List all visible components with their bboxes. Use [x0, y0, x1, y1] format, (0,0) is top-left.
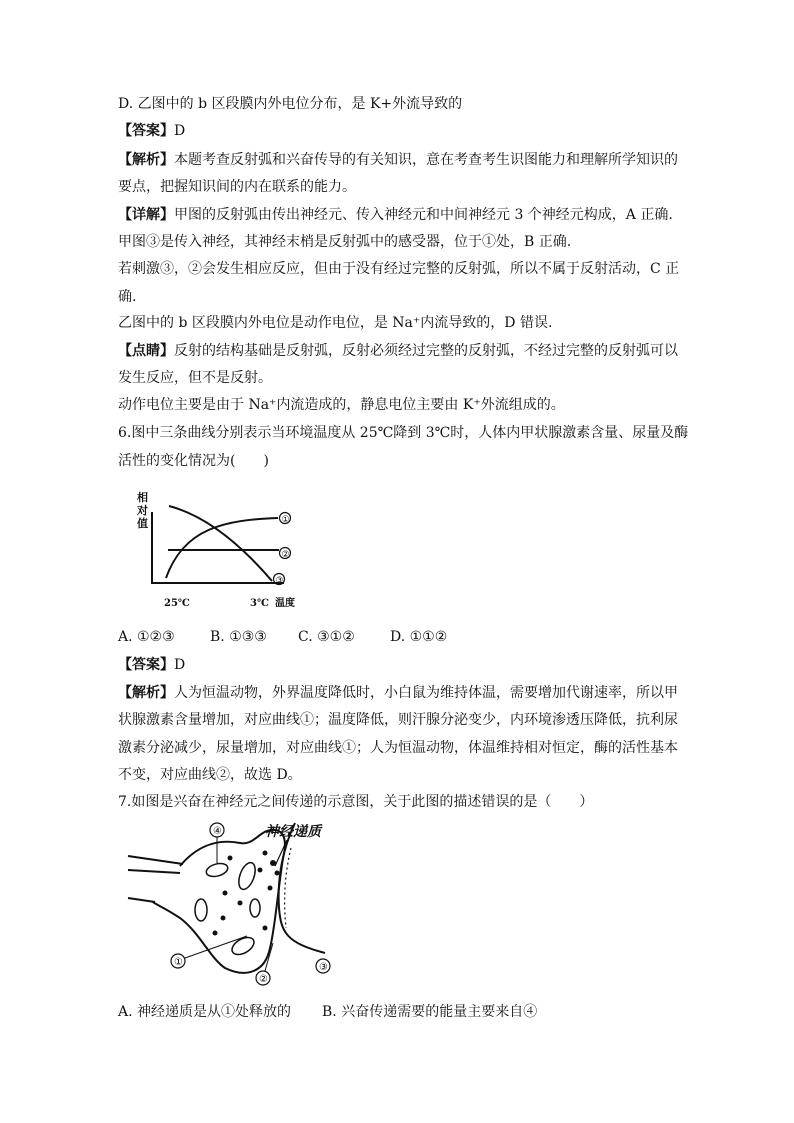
axon-lower: [128, 898, 155, 902]
mitochondrion: [195, 899, 207, 921]
axon-inner: [128, 870, 180, 873]
ylabel-char-2: 对: [137, 504, 148, 517]
q5-analysis-line-1: [118, 150, 678, 170]
analysis-tag: 【解析】: [118, 685, 174, 701]
q6-options: [118, 627, 447, 647]
q7-option-b: B. 兴奋传递需要的能量主要来自④: [322, 1004, 538, 1020]
ylabel-char-3: 值: [137, 517, 148, 530]
q7-option-a: A. 神经递质是从①处释放的: [118, 1004, 292, 1020]
neurotransmitter-title: 神经递质: [265, 824, 321, 840]
q6-analysis-line-3: 激素分泌减少，尿量增加，对应曲线①；人为恒温动物，体温维持相对恒定，酶的活性基本: [118, 740, 678, 756]
analysis-tag: 【解析】: [118, 152, 174, 168]
q6-analysis-line-4: 不变，对应曲线②，故选 D。: [118, 767, 302, 783]
q5-answer: [118, 121, 185, 141]
analysis-text: 人为恒温动物，外界温度降低时，小白鼠为维持体温，需要增加代谢速率，所以甲: [174, 685, 678, 701]
q6-option-b: B. ①③③: [210, 629, 267, 645]
curve-3-label: ③: [275, 576, 284, 586]
q5-point-line-3: 动作电位主要是由于 Na⁺内流造成的，静息电位主要由 K⁺外流组成的。: [118, 397, 565, 413]
q6-option-d: D. ①①②: [390, 629, 448, 645]
curve-3: [169, 506, 272, 581]
answer-tag: 【答案】: [118, 657, 174, 673]
point-text: 反射的结构基础是反射弧，反射必须经过完整的反射弧，不经过完整的反射弧可以: [174, 343, 678, 359]
q5-analysis-line-2: 要点，把握知识间的内在联系的能力。: [118, 179, 356, 195]
x-start-label: 25℃: [164, 598, 190, 609]
label-3: ③: [319, 962, 328, 973]
q6-option-a: A. ①②③: [118, 629, 175, 645]
q7-stem: 7.如图是兴奋在神经元之间传递的示意图，关于此图的描述错误的是（ ）: [118, 794, 594, 810]
mitochondrion: [250, 899, 260, 917]
q6-stem-line-2: 活性的变化情况为( ): [118, 453, 269, 469]
q5-detail-line-3: 若刺激③，②会发生相应反应，但由于没有经过完整的反射弧，所以不属于反射活动，C 正: [118, 261, 680, 277]
detail-text: 甲图的反射弧由传出神经元、传入神经元和中间神经元 3 个神经元构成，A 正确.: [174, 207, 673, 223]
detail-tag: 【详解】: [118, 207, 174, 223]
q5-point-line-2: 发生反应，但不是反射。: [118, 370, 272, 386]
curve-2-label: ②: [281, 550, 290, 560]
q7-synapse-figure: [125, 818, 345, 988]
answer-tag: 【答案】: [118, 123, 174, 139]
answer-value: D: [174, 657, 186, 673]
answer-value: D: [174, 123, 186, 139]
ylabel-char-1: 相: [137, 491, 148, 504]
analysis-text: 本题考查反射弧和兴奋传导的有关知识，意在考查考生识图能力和理解所学知识的: [174, 152, 678, 168]
label-1: ①: [174, 957, 183, 968]
x-unit-label: 温度: [275, 598, 295, 609]
curve-1-label: ①: [281, 515, 290, 525]
q5-detail-line-5: 乙图中的 b 区段膜内外电位是动作电位，是 Na⁺内流导致的，D 错误.: [118, 315, 553, 331]
x-end-label: 3℃: [250, 598, 269, 609]
q5-point-line-1: [118, 341, 678, 361]
q7-options: [118, 1002, 537, 1022]
label-2: ②: [259, 974, 268, 985]
q6-answer: [118, 655, 185, 675]
point-tag: 【点睛】: [118, 343, 174, 359]
q6-stem-line-1: 6.图中三条曲线分别表示当环境温度从 25℃降到 3℃时，人体内甲状腺激素含量、尿量及酶: [118, 425, 689, 441]
mitochondrion: [236, 860, 259, 891]
q6-curve-figure: [132, 488, 307, 613]
mitochondrion: [205, 861, 229, 878]
q6-analysis-line-1: [118, 683, 678, 703]
q5-detail-line-4: 确.: [118, 289, 137, 305]
q6-option-c: C. ③①②: [298, 629, 355, 645]
q6-analysis-line-2: 状腺激素含量增加，对应曲线①；温度降低，则汗腺分泌变少，内环境渗透压降低，抗利尿: [118, 712, 678, 728]
q5-detail-line-2: 甲图③是传入神经，其神经末梢是反射弧中的感受器，位于①处，B 正确.: [118, 234, 572, 250]
axon-upper: [128, 856, 183, 864]
q5-option-d: D. 乙图中的 b 区段膜内外电位分布，是 K+外流导致的: [118, 96, 463, 112]
receptor-dots: [285, 848, 291, 928]
label-4: ④: [213, 826, 222, 837]
q5-detail-line-1: [118, 205, 673, 225]
